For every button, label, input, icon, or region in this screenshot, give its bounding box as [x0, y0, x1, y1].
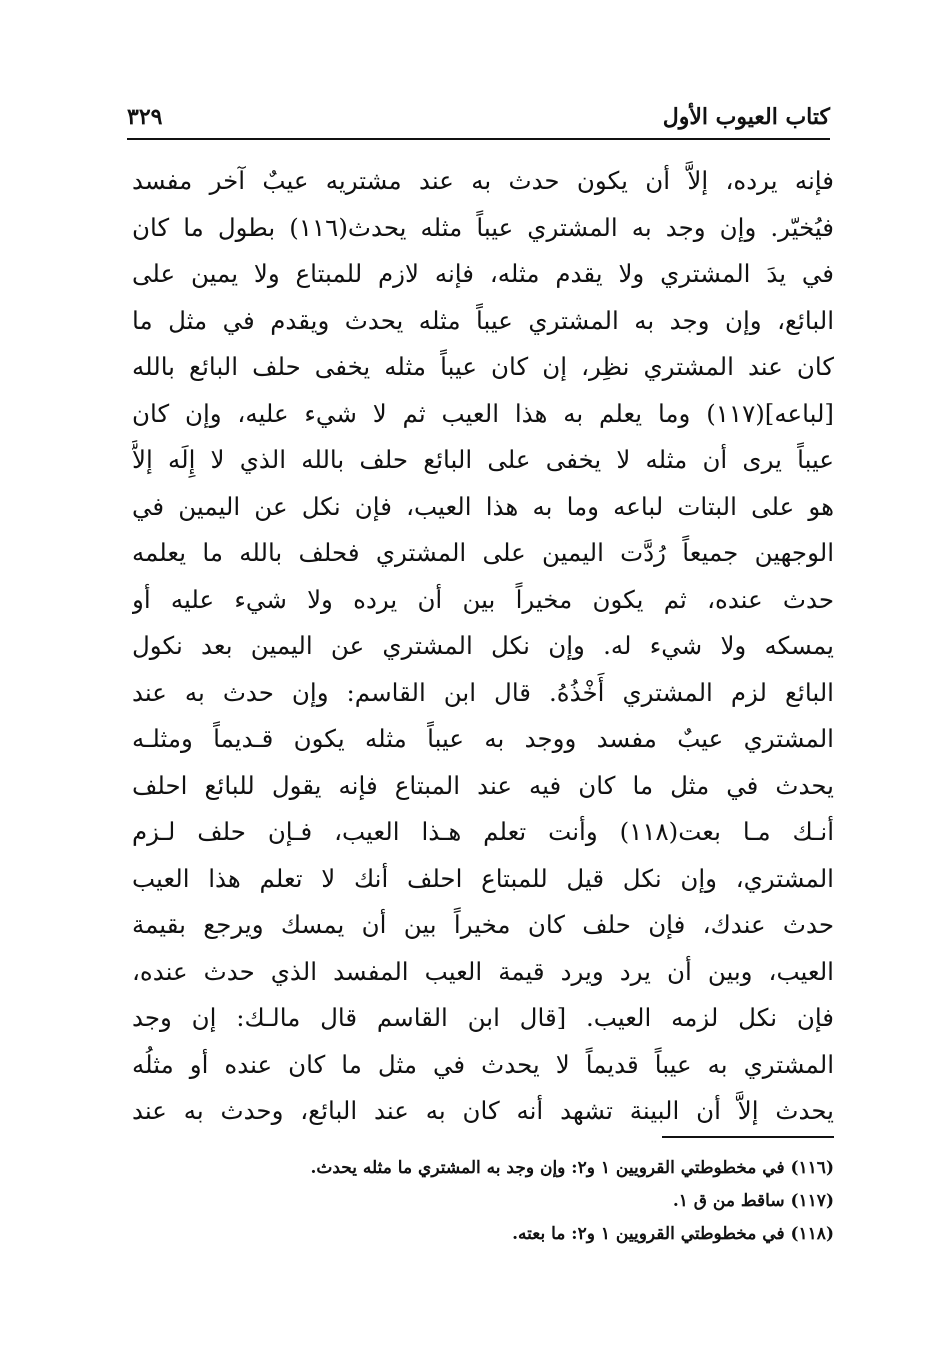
- body-line: فإنه يرده، إلاَّ أن يكون حدث به عند مشتريه عيبٌ آخر مفسد: [132, 166, 834, 195]
- body-line: يحدث في مثل ما كان فيه عند المبتاع فإنه يقول للبائع احلف: [132, 770, 834, 800]
- body-line: [لباعه](١١٧) وما يعلم به هذا العيب ثم لا شيء عليه، وإن كان: [132, 398, 834, 428]
- body-line: البائع، وإن وجد به المشتري عيباً مثله يحدث ويقدم في مثل ما: [132, 305, 834, 335]
- body-line: حدث عندك، فإن حلف كان مخيراً بين أن يمسك ويرجع بقيمة: [132, 910, 834, 939]
- body-line: العيب، وبين أن يرد ويرد قيمة العيب المفسد الذي حدث عنده،: [132, 956, 834, 986]
- body-line: يحدث إلاَّ أن البينة تشهد أنه كان به عند البائع، وحدث به عند: [132, 1096, 834, 1125]
- body-line: الوجهين جميعاً رُدَّت اليمين على المشتري فحلف بالله ما يعلمه: [132, 538, 834, 567]
- body-line: المشتري، وإن نكل قيل للمبتاع احلف أنك لا تعلم هذا العيب: [132, 863, 834, 893]
- running-title: كتاب العيوب الأول: [662, 104, 830, 130]
- footnote: (١١٨) في مخطوطتي القرويين ١ و٢: ما بعته.: [512, 1224, 834, 1244]
- body-line: أنـك مـا بعت(١١٨) وأنت تعلم هـذا العيب، فـإن حلف لـزم: [132, 817, 834, 846]
- footnote: (١١٧) ساقط من ق ١.: [672, 1191, 834, 1211]
- body-line: عيباً يرى أن مثله لا يخفى على البائع حلف بالله الذي لا إِلَه إلاَّ: [132, 445, 834, 474]
- body-line: فيُخيّر. وإن وجد به المشتري عيباً مثله يحدث(١١٦) بطول ما كان: [132, 212, 834, 242]
- body-line: المشتري عيبٌ مفسد ووجد به عيباً مثله يكون قـديماً ومثلـه: [132, 724, 834, 753]
- body-line: في يدَ المشتري ولا يقدم مثله، فإنه لازم للمبتاع ولا يمين على: [132, 259, 834, 288]
- page-header: [127, 96, 830, 140]
- body-line: فإن نكل لزمه العيب. [قال ابن القاسم قال مالـك: إن وجد: [132, 1003, 834, 1032]
- body-line: حدث عنده، ثم يكون مخيراً بين أن يرده ولا شيء عليه أو: [132, 584, 834, 614]
- body-line: يمسكه ولا شيء له. وإن نكل المشتري عن اليمين بعد نكول: [132, 631, 834, 660]
- body-text: [132, 158, 834, 1135]
- footnote: (١١٦) في مخطوطتي القرويين ١ و٢: وإن وجد به المشتري ما مثله يحدث.: [310, 1158, 834, 1178]
- page-number: ٣٢٩: [127, 104, 163, 130]
- footnotes: [300, 1152, 834, 1251]
- footnote-separator: [662, 1136, 834, 1138]
- body-line: المشتري به عيباً قديماً لا يحدث في مثل ما كان عنده أو مثلُه: [132, 1049, 834, 1079]
- body-line: هو على البتات لباعه وما به هذا العيب، فإن نكل عن اليمين في: [132, 491, 834, 521]
- body-line: البائع لزم المشتري أَخْذُهُ. قال ابن القاسم: وإن حدث به عند: [132, 677, 834, 707]
- body-line: كان عند المشتري نظِر، إن كان عيباً مثله يخفى حلف البائع بالله: [132, 352, 834, 381]
